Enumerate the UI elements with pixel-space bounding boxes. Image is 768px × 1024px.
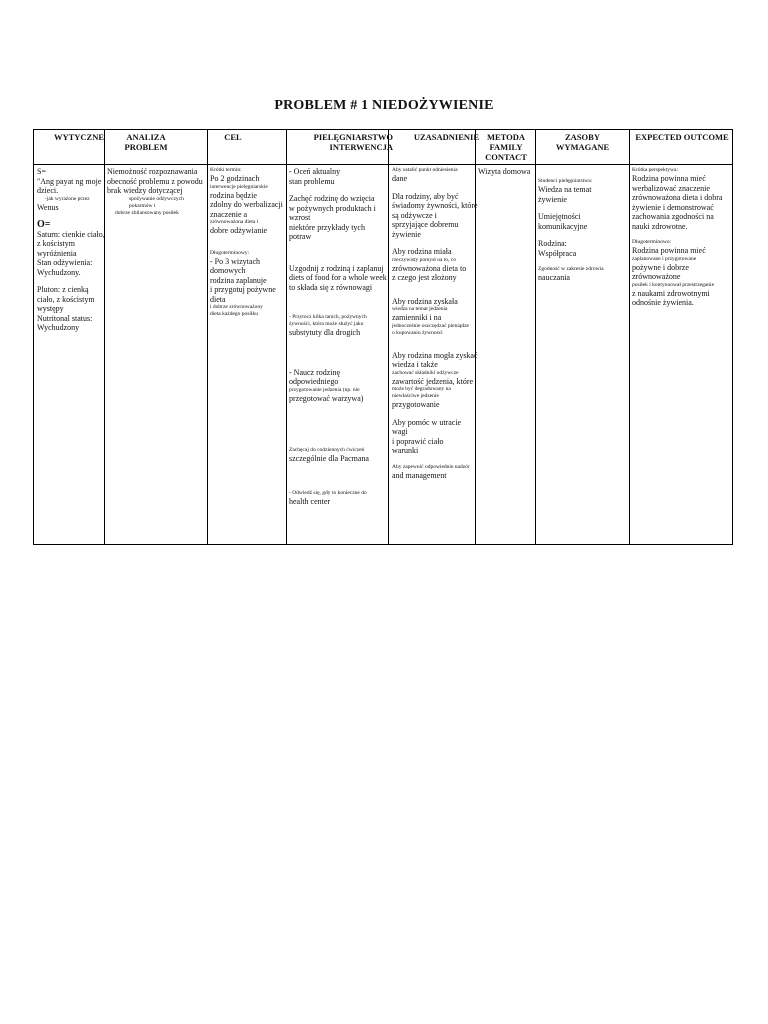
header-interwencja: PIELĘGNIARSTWO INTERWENCJA — [313, 132, 393, 152]
analiza-line-2: obecność problemu z powodu — [107, 176, 203, 186]
pluton: Pluton: z cienką — [37, 285, 89, 294]
uz-andmgmt: and management — [392, 470, 447, 480]
eo-rodzina-2: Rodzina powinna mieć — [632, 246, 706, 255]
cel-przygotuj: i przygotuj pożywne dieta — [210, 285, 276, 304]
cell-interwencja — [289, 167, 389, 506]
uz-zrown: zrównoważona dieta to — [392, 263, 467, 273]
uz-zczego: z czego jest złożony — [392, 273, 457, 282]
header-cel: CEL — [224, 132, 242, 142]
cell-uzasadnienie — [392, 167, 478, 480]
uz-abyust: Aby ustalić punkt odniesienia — [392, 167, 458, 173]
int-subst: substytuty dla drogich — [289, 328, 361, 337]
eo-zach: zachowania zgodności na — [632, 212, 714, 221]
s-label: S= — [37, 167, 46, 176]
int-niektore: niektóre przykłady tych potraw — [289, 222, 365, 241]
cel-znaczenie: znaczenie a — [210, 209, 248, 219]
column-divider — [286, 130, 287, 544]
uz-abymogla: Aby rodzina mogła zyskać — [392, 350, 478, 360]
cell-expected-outcome — [632, 167, 734, 308]
uz-przyg: przygotowanie — [392, 400, 440, 409]
o-label: O= — [37, 219, 51, 230]
cell-metoda — [478, 167, 536, 177]
cel-krotki: Krótki termin: — [210, 167, 242, 173]
eo-pozywne: pożywne i dobrze zrównoważone — [632, 262, 689, 281]
analiza-line-4: spożywanie odżywczych pokarmów i — [129, 195, 184, 209]
column-divider — [207, 130, 208, 544]
int-zachecaj: Zachęcaj do codziennych ćwiczeń — [289, 447, 365, 453]
saturn-2: z kościstym — [37, 239, 75, 248]
int-odwiedz: - Odwiedź się, gdy to konieczne do — [289, 489, 367, 496]
eo-dlugo: Długoterminowo: — [632, 239, 672, 245]
uz-sa: są odżywcze i — [392, 210, 437, 220]
header-wytyczne: WYTYCZNE — [53, 132, 104, 142]
cel-zdolny: zdolny do werbalizacji — [210, 200, 283, 209]
int-sklada: to składa się z równowagi — [289, 282, 373, 292]
zasoby-wspolpraca: Współpraca — [538, 248, 577, 258]
nutr: Nutritonal status: — [37, 313, 93, 323]
eo-odnosnie: odnośnie żywienia. — [632, 298, 694, 307]
header-uzasadnienie: UZASADNIENIE — [413, 132, 479, 142]
cel-rodzina: rodzina będzie — [210, 190, 257, 200]
s-text: "Ang payat ng moje dzieci. — [37, 176, 102, 195]
cell-analiza — [107, 167, 207, 217]
uz-abyzysk: Aby rodzina zyskała — [392, 296, 458, 306]
cell-zasoby — [538, 178, 630, 283]
header-expected-outcome: EXPECTED OUTCOME — [635, 132, 729, 142]
cel-zaplanuje: rodzina zaplanuje — [210, 275, 267, 285]
zasoby-rodzina: Rodzina: — [538, 239, 567, 248]
zasoby-zyw: żywienie — [538, 194, 567, 204]
s-note-2: Wenus — [37, 202, 59, 212]
header-zasoby: ZASOBY WYMAGANE — [555, 132, 610, 152]
uz-abyzapewnic: Aby zapewnić odpowiednie nadzór — [392, 463, 470, 470]
int-food: diets of food for a whole week — [289, 273, 387, 282]
saturn: Saturn: cienkie ciało, — [37, 229, 105, 239]
analiza-line-3: brak wiedzy dotyczącej — [107, 186, 183, 195]
uz-zawartosc: zawartość jedzenia, które — [392, 376, 474, 386]
zasoby-zgodnosc: Zgodność w zakresie zdrowia — [538, 266, 604, 272]
int-uzgodnij: Uzgodnij z rodziną i zaplanuj — [289, 263, 384, 273]
eo-werbal: werbalizować znaczenie — [632, 183, 710, 193]
cel-dieta: dieta każdego posiłku — [210, 311, 258, 317]
cel-interw: interwencje pielęgniarskie — [210, 183, 268, 190]
header-divider — [34, 164, 732, 165]
int-naucz: - Naucz rodzinę odpowiedniego — [289, 367, 341, 386]
zasoby-umiej: Umiejętności komunikacyjne — [538, 212, 588, 231]
int-przytocz: - Przytocz kilka tanich, pożywnych — [289, 314, 367, 320]
eo-rodzina: Rodzina powinna mieć — [632, 174, 706, 183]
uz-wiedzatakze: wiedza i także — [392, 360, 438, 369]
cel-dobre: dobre odżywianie — [210, 226, 268, 235]
cel-po2: Po 2 godzinach — [210, 174, 260, 183]
stan: Stan odżywienia: — [37, 258, 93, 267]
uz-swiad: świadomy żywności, które — [392, 201, 478, 210]
header-analiza: ANALIZA PROBLEM — [124, 132, 168, 152]
uz-niewlasc: niewłaściwe jedzenie — [392, 393, 439, 399]
int-wpoz: w pożywnych produktach i wzrost — [289, 203, 376, 222]
cell-cel — [210, 167, 286, 318]
int-przegot: przegotować warzywa) — [289, 393, 364, 403]
int-zachec: Zachęć rodzinę do wzięcia — [289, 194, 375, 203]
pluton-2: ciało, z kościstym — [37, 294, 95, 304]
cel-dlugo: Długoterminowy: — [210, 249, 250, 256]
metoda-wizyta: Wizyta domowa — [478, 167, 531, 176]
care-plan-table — [33, 129, 733, 545]
uz-abymiala: Aby rodzina miała — [392, 247, 452, 256]
uz-wiedza: wiedza na temat jedzenia — [392, 306, 448, 312]
column-divider — [535, 130, 536, 544]
uz-okupow: o kupowaniu żywności — [392, 329, 443, 336]
cell-wytyczne — [37, 167, 105, 333]
eo-krotka: Krótka perspektywa: — [632, 167, 678, 173]
nutr-2: Wychudzony — [37, 323, 80, 332]
uz-dane: dane — [392, 174, 408, 183]
eo-posilek: posiłek i kontynuował przestrzeganie — [632, 281, 715, 288]
stan-2: Wychudzony. — [37, 267, 81, 277]
pluton-3: występy — [37, 304, 64, 313]
eo-znauk: z naukami zdrowotnymi — [632, 288, 710, 298]
eo-zrown: zrównoważona dieta i dobra — [632, 193, 723, 202]
uz-zyw: żywienie — [392, 229, 421, 239]
uz-rzecz: rzeczywisty pomysł na to, co — [392, 256, 456, 263]
cel-po3: - Po 3 wizytach domowych — [210, 256, 260, 275]
uz-zachowac: zachować składniki odżywcze — [392, 369, 459, 376]
page-title: PROBLEM # 1 NIEDOŻYWIENIE — [274, 98, 494, 113]
int-zywnosci: żywności, która może służyć jako — [289, 321, 364, 327]
uz-dlarod: Dla rodziny, aby być — [392, 191, 459, 201]
int-stan: stan problemu — [289, 176, 335, 186]
zasoby-nauczania: nauczania — [538, 273, 570, 282]
int-szcz: szczególnie dla Pacmana — [289, 454, 369, 463]
uz-zamienniki: zamienniki i na — [392, 313, 442, 322]
header-metoda: METODA FAMILY CONTACT — [485, 132, 527, 162]
cel-zrown: zrównoważona dieta i — [210, 219, 259, 225]
zasoby-wiedza: Wiedza na temat — [538, 185, 592, 194]
analiza-line-5: dobrze zbilansowany posiłek — [115, 209, 179, 216]
cel-idobrze: i dobrze zrównoważony — [210, 304, 263, 310]
eo-zyw: żywienie i demonstrować — [632, 202, 714, 212]
int-ocen: - Oceń aktualny — [289, 167, 341, 176]
int-health: health center — [289, 496, 331, 506]
uz-abypomoc: Aby pomóc w utracie wagi — [392, 417, 462, 436]
uz-warunki: warunki — [392, 446, 419, 455]
int-przyg: przygotowanie jedzenia (np. nie — [289, 386, 360, 393]
uz-moze: może być degradowany na — [392, 386, 451, 392]
uz-poprawic: i poprawić ciało — [392, 436, 444, 446]
eo-zaplan: zaplanowane i przygotowane — [632, 255, 697, 262]
uz-jednocz: jednocześnie oszczędzać pieniądze — [392, 322, 469, 329]
eo-nauki: nauki zdrowotne. — [632, 221, 688, 231]
analiza-line-1: Niemożność rozpoznawania — [107, 167, 198, 176]
uz-sprz: sprzyjające dobremu — [392, 220, 459, 229]
s-note: -jak wyrażone przez — [45, 195, 90, 202]
zasoby-studenci: Studenci pielęgniarstwa: — [538, 178, 593, 184]
saturn-3: wyróżnienia — [37, 248, 77, 258]
